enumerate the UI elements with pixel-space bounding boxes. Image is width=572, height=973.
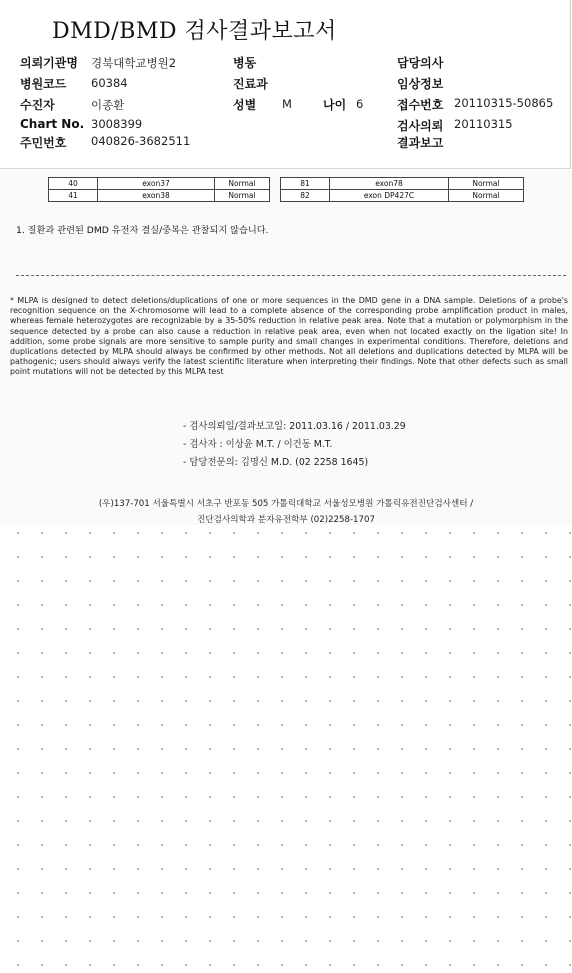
table-cell-no: 40: [49, 178, 98, 190]
report-header: [0, 0, 571, 169]
receipt-no-value: 20110315-50865: [454, 96, 554, 110]
institution-label: 의뢰기관명: [20, 56, 78, 70]
address-line-2: 진단검사의학과 분자유전학부 (02)2258-1707: [197, 515, 375, 525]
table-cell-result: Normal: [449, 178, 524, 190]
table-cell-exon: exon DP427C: [330, 190, 449, 202]
table-cell-exon: exon38: [98, 190, 215, 202]
mlpa-disclaimer: * MLPA is designed to detect deletions/duplications of one or more sequences in the DMD gene in a DNA sample. Deletions of a probe's recognition sequence on the X-chromosome will lead to a complete absence of the corresponding probe amplification product in males, whereas female heterozygotes are recognizable by a 35-50% reduction in relative peak area. Note that a mutation or polymorphism in the sequence detected by a probe can also cause a reduction in relative peak area, even when not located exactly on the ligation site! In addition, some probe signals are more sensitive to sample purity and small changes in experimental conditions. Therefore, deletions and duplications detected by MLPA should always be confirmed by other methods. Not all deletions and duplications detected by MLPA will be pathogenic; users should always verify the latest scientific literature when interpreting their findings. Note that other defects such as small point mutations will not be detected by this MLPA test: [10, 296, 568, 377]
sex-label: 성별: [233, 98, 257, 112]
address-line-1: (우)137-701 서울특별시 서초구 반포동 505 가톨릭대학교 서울성모병원 가톨릭유전진단검사센터 /: [98, 499, 474, 509]
chart-no-value: 3008399: [91, 117, 143, 131]
test-request-label: 검사의뢰: [397, 119, 444, 133]
report-sheet: [0, 170, 572, 525]
table-cell-no: 41: [49, 190, 98, 202]
table-row: [281, 190, 524, 202]
age-value: 6: [356, 97, 364, 111]
exon-table-left: [48, 177, 270, 202]
sex-value: M: [282, 97, 292, 111]
table-cell-exon: exon37: [98, 178, 215, 190]
clinical-info-label: 임상정보: [397, 77, 444, 91]
hospital-code-label: 병원코드: [20, 77, 67, 91]
patient-value: 이종환: [91, 98, 125, 112]
resident-no-label: 주민번호: [20, 136, 67, 150]
ward-label: 병동: [233, 56, 257, 70]
table-row: [49, 190, 270, 202]
receipt-no-label: 접수번호: [397, 98, 444, 112]
report-title: DMD/BMD 검사결과보고서: [52, 19, 337, 44]
hospital-code-value: 60384: [91, 76, 128, 90]
patient-label: 수진자: [20, 98, 55, 112]
report-body: [0, 170, 572, 973]
table-cell-no: 81: [281, 178, 330, 190]
test-request-value: 20110315: [454, 117, 513, 131]
table-cell-result: Normal: [449, 190, 524, 202]
department-label: 진료과: [233, 77, 268, 91]
age-label: 나이: [323, 98, 347, 112]
table-cell-exon: exon78: [330, 178, 449, 190]
exon-table-right: [280, 177, 524, 202]
resident-no-value: 040826-3682511: [91, 134, 191, 148]
chart-no-label: Chart No.: [20, 117, 85, 131]
table-cell-result: Normal: [215, 190, 270, 202]
report-dates: - 검사의뢰일/결과보고일: 2011.03.16 / 2011.03.29: [183, 421, 406, 432]
institution-value: 경북대학교병원2: [91, 56, 177, 70]
dashed-divider: [16, 275, 566, 276]
report-examiners: - 검사자 : 이상윤 M.T. / 이건동 M.T.: [183, 439, 333, 450]
report-specialist: - 담당전문의: 김명신 M.D. (02 2258 1645): [183, 457, 369, 468]
table-cell-result: Normal: [215, 178, 270, 190]
physician-label: 담당의사: [397, 56, 444, 70]
table-row: [49, 178, 270, 190]
table-cell-no: 82: [281, 190, 330, 202]
result-note: 1. 질환과 관련된 DMD 유전자 결실/중복은 관찰되지 않습니다.: [16, 225, 269, 236]
table-row: [281, 178, 524, 190]
result-report-label: 결과보고: [397, 136, 444, 150]
